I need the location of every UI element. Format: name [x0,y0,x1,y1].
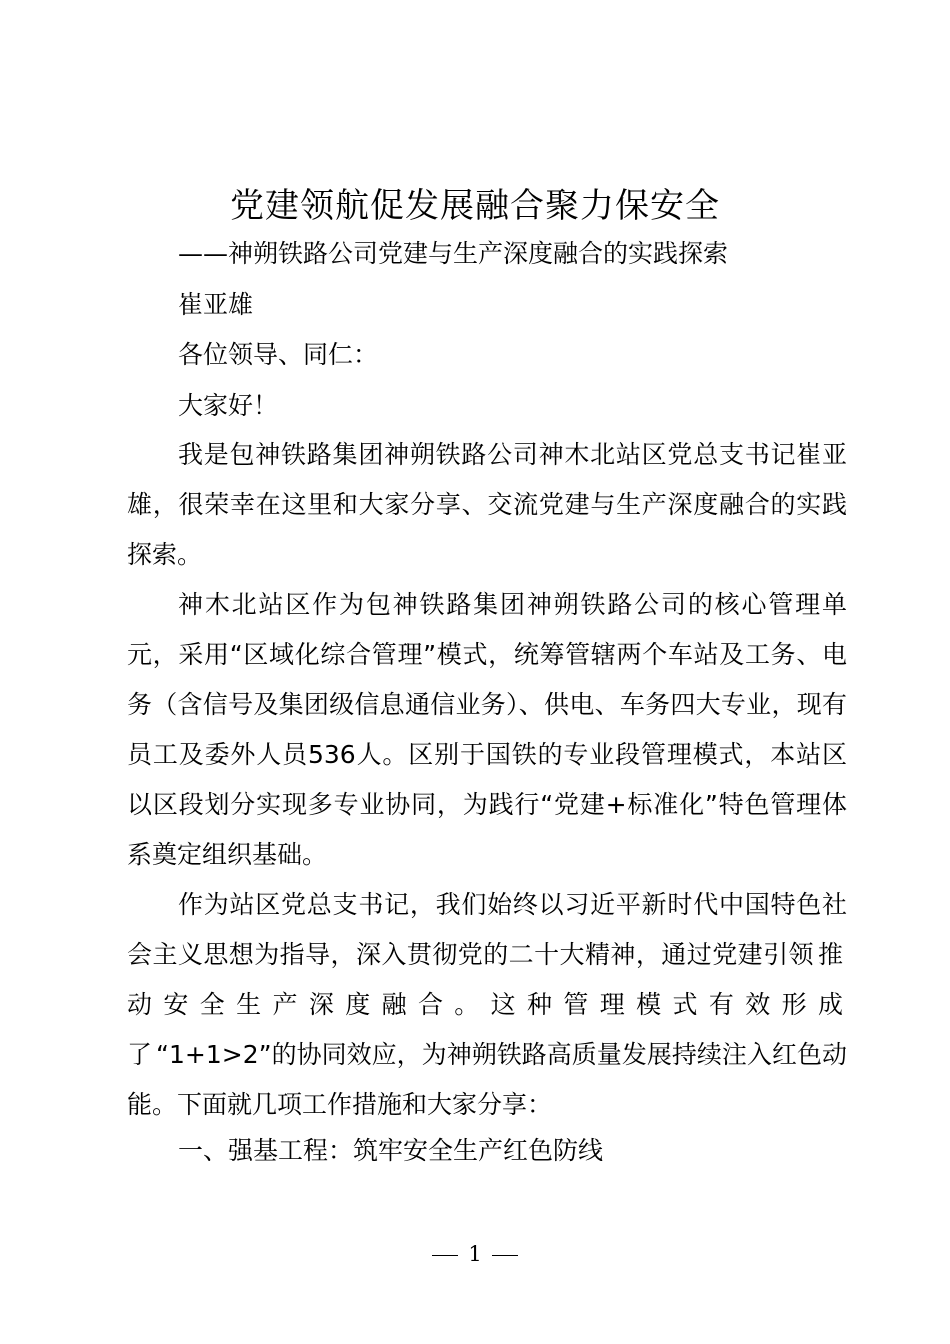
greeting: 各位领导、同仁： [178,340,379,369]
paragraph-party-leadership-part1: 作为站区党总支书记，我们始终以习近平新时代中国特色社会主义思想为指导，深入贯彻党的二十大精神，通过党建引 [127,890,847,969]
page-number-footer [0,1240,950,1268]
paragraph-station-overview: 神木北站区作为包神铁路集团神朔铁路公司的核心管理单元，采用“区域化综合管理”模式，统筹管辖两个车站及工务、电务（含信号及集团级信息通信业务）、供电、车务四大专业，现有员工及委外人员536人。区别于国铁的专业段管理模式，本站区以区段划分实现多专业协同，为践行“党建+标准化”特色管理体系奠定组织基础。 [127,590,847,869]
document-subtitle: ——神朔铁路公司党建与生产深度融合的实践探索 [178,239,729,268]
paragraph-party-leadership [127,880,847,1130]
salutation: 大家好！ [178,391,279,420]
page-number: 1 [468,1242,482,1266]
paragraph-party-leadership-part2: 领推动安全生产深度融合。这种管理模式有效形成了 [127,940,847,1069]
page-number-dash-left [432,1255,458,1256]
document-title: 党建领航促发展融合聚力保安全 [230,186,720,226]
author-name: 崔亚雄 [178,290,254,319]
paragraph-party-leadership-part3: “1+1>2”的协同效应，为神朔铁路高质量发展持续注入红色动能。下面就几项工作措施和大家分享： [127,1040,847,1119]
page-number-dash-right [492,1255,518,1256]
paragraph-introduction: 我是包神铁路集团神朔铁路公司神木北站区党总支书记崔亚雄，很荣幸在这里和大家分享、交流党建与生产深度融合的实践探索。 [127,440,847,569]
section-heading: 一、强基工程：筑牢安全生产红色防线 [178,1136,604,1165]
